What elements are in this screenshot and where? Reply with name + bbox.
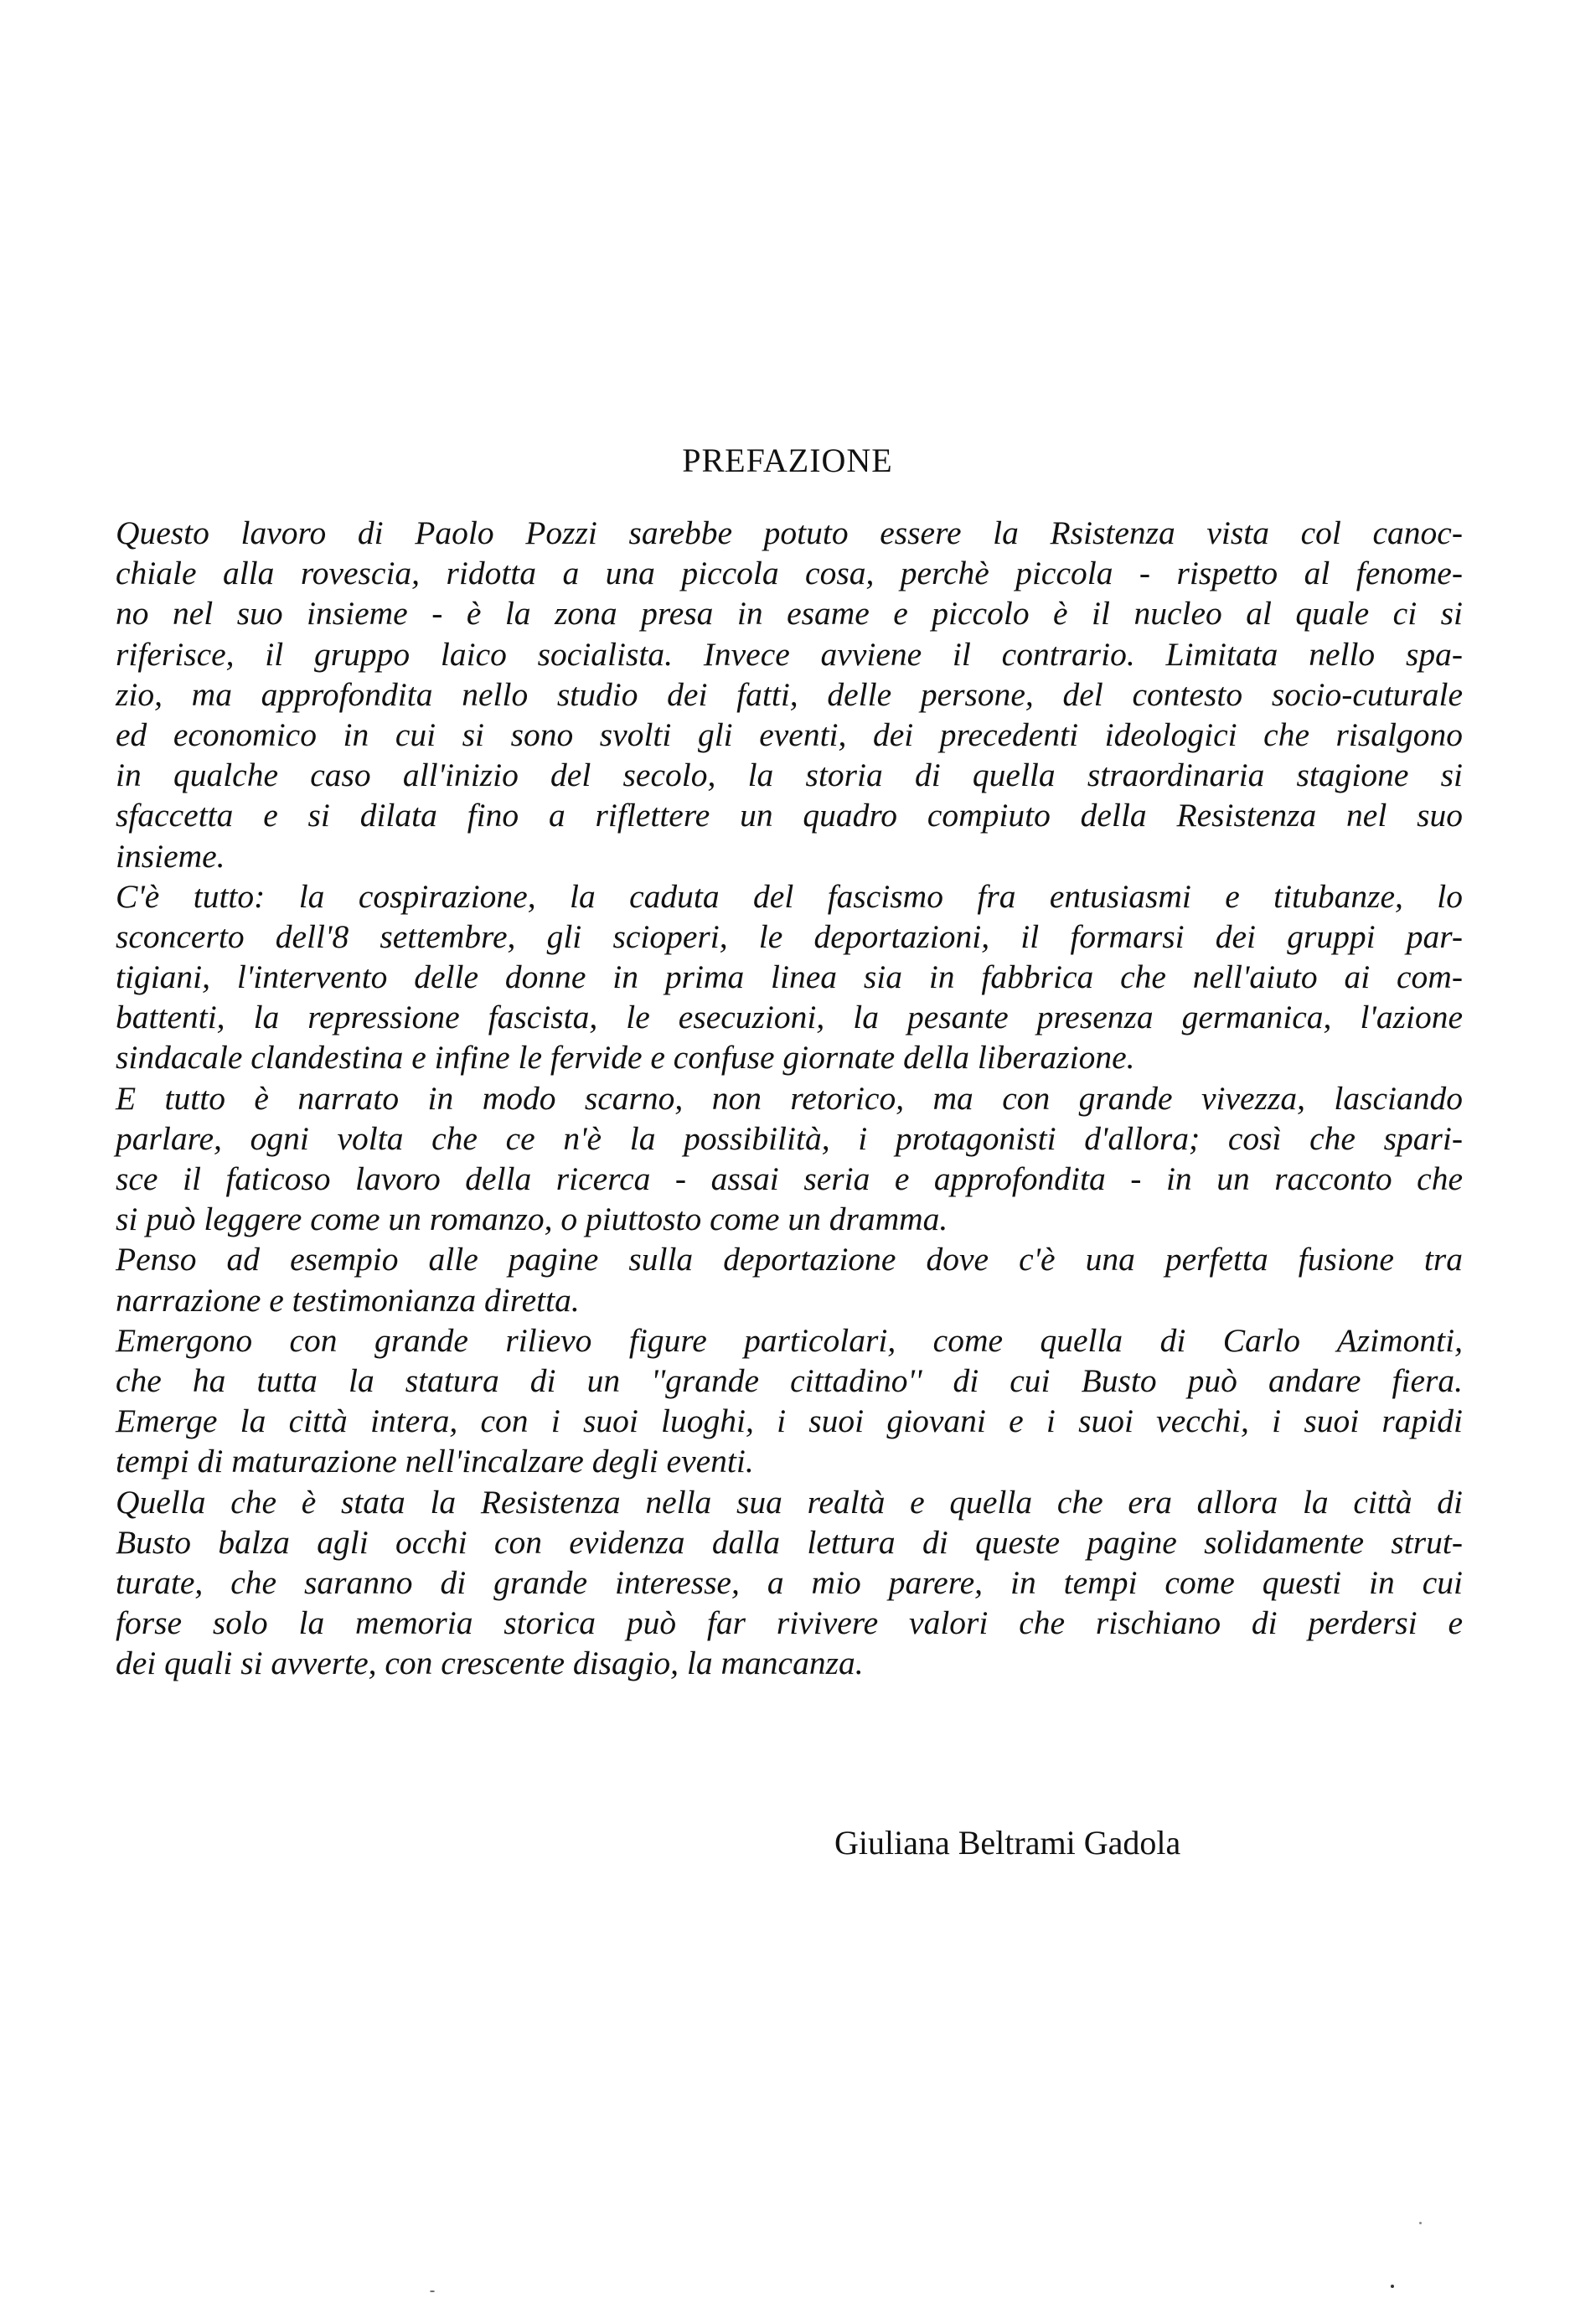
text-line: E tutto è narrato in modo scarno, non retorico, ma con grande vivezza, lasciando [116,1079,1463,1117]
author-signature: Giuliana Beltrami Gadola [834,1824,1181,1862]
text-line: chiale alla rovescia, ridotta a una piccola cosa, perchè piccola - rispetto al fenome- [116,555,1463,592]
text-line: sfaccetta e si dilata fino a riflettere un quadro compiuto della Resistenza nel suo [116,797,1463,834]
text-line: Emerge la città intera, con i suoi luoghi, i suoi giovani e i suoi vecchi, i suoi rapidi [116,1402,1463,1440]
text-line: turate, che saranno di grande interesse, a mio parere, in tempi come questi in cui [116,1563,1463,1601]
paper-speck [1419,2222,1422,2224]
preface-body [116,513,1463,1683]
text-line: tigiani, l'intervento delle donne in prima linea sia in fabbrica che nell'aiuto ai com- [116,958,1463,996]
text-line: forse solo la memoria storica può far rivivere valori che rischiano di perdersi e [116,1604,1463,1642]
text-line: sindacale clandestina e infine le fervide e confuse giornate della liberazione. [116,1039,1135,1077]
text-line: tempi di maturazione nell'incalzare degli eventi. [116,1443,754,1480]
text-line: narrazione e testimonianza diretta. [116,1281,580,1319]
text-line: no nel suo insieme - è la zona presa in esame e piccolo è il nucleo al quale ci si [116,595,1463,633]
text-line: Busto balza agli occhi con evidenza dalla lettura di queste pagine solidamente strut- [116,1523,1463,1561]
text-line: Penso ad esempio alle pagine sulla deportazione dove c'è una perfetta fusione tra [116,1241,1463,1278]
text-line: Emergono con grande rilievo figure particolari, come quella di Carlo Azimonti, [116,1321,1463,1359]
text-line: C'è tutto: la cospirazione, la caduta del fascismo fra entusiasmi e titubanze, lo [116,877,1463,915]
text-line: dei quali si avverte, con crescente disagio, la mancanza. [116,1645,864,1682]
paper-speck [430,2290,435,2292]
text-line: sconcerto dell'8 settembre, gli scioperi, le deportazioni, il formarsi dei gruppi par- [116,917,1463,955]
text-line: che ha tutta la statura di un ''grande cittadino'' di cui Busto può andare fiera. [116,1361,1463,1399]
text-line: ed economico in cui si sono svolti gli eventi, dei precedenti ideologici che risalgono [116,715,1463,753]
text-line: insieme. [116,837,225,875]
text-line: zio, ma approfondita nello studio dei fatti, delle persone, del contesto socio-cuturale [116,675,1463,713]
paper-speck [1391,2285,1394,2288]
text-line: battenti, la repressione fascista, le esecuzioni, la pesante presenza germanica, l'azione [116,999,1463,1036]
text-line: si può leggere come un romanzo, o piuttosto come un dramma. [116,1201,948,1238]
text-line: riferisce, il gruppo laico socialista. Invece avviene il contrario. Limitata nello spa- [116,635,1463,673]
text-line: sce il faticoso lavoro della ricerca - assai seria e approfondita - in un racconto che [116,1160,1463,1197]
text-line: Questo lavoro di Paolo Pozzi sarebbe potuto essere la Rsistenza vista col canoc- [116,514,1463,551]
text-line: in qualche caso all'inizio del secolo, la storia di quella straordinaria stagione si [116,757,1463,794]
text-line: parlare, ogni volta che ce n'è la possibilità, i protagonisti d'allora; così che spari- [116,1119,1463,1157]
text-line: Quella che è stata la Resistenza nella sua realtà e quella che era allora la città di [116,1483,1463,1521]
page-title: PREFAZIONE [682,442,893,479]
